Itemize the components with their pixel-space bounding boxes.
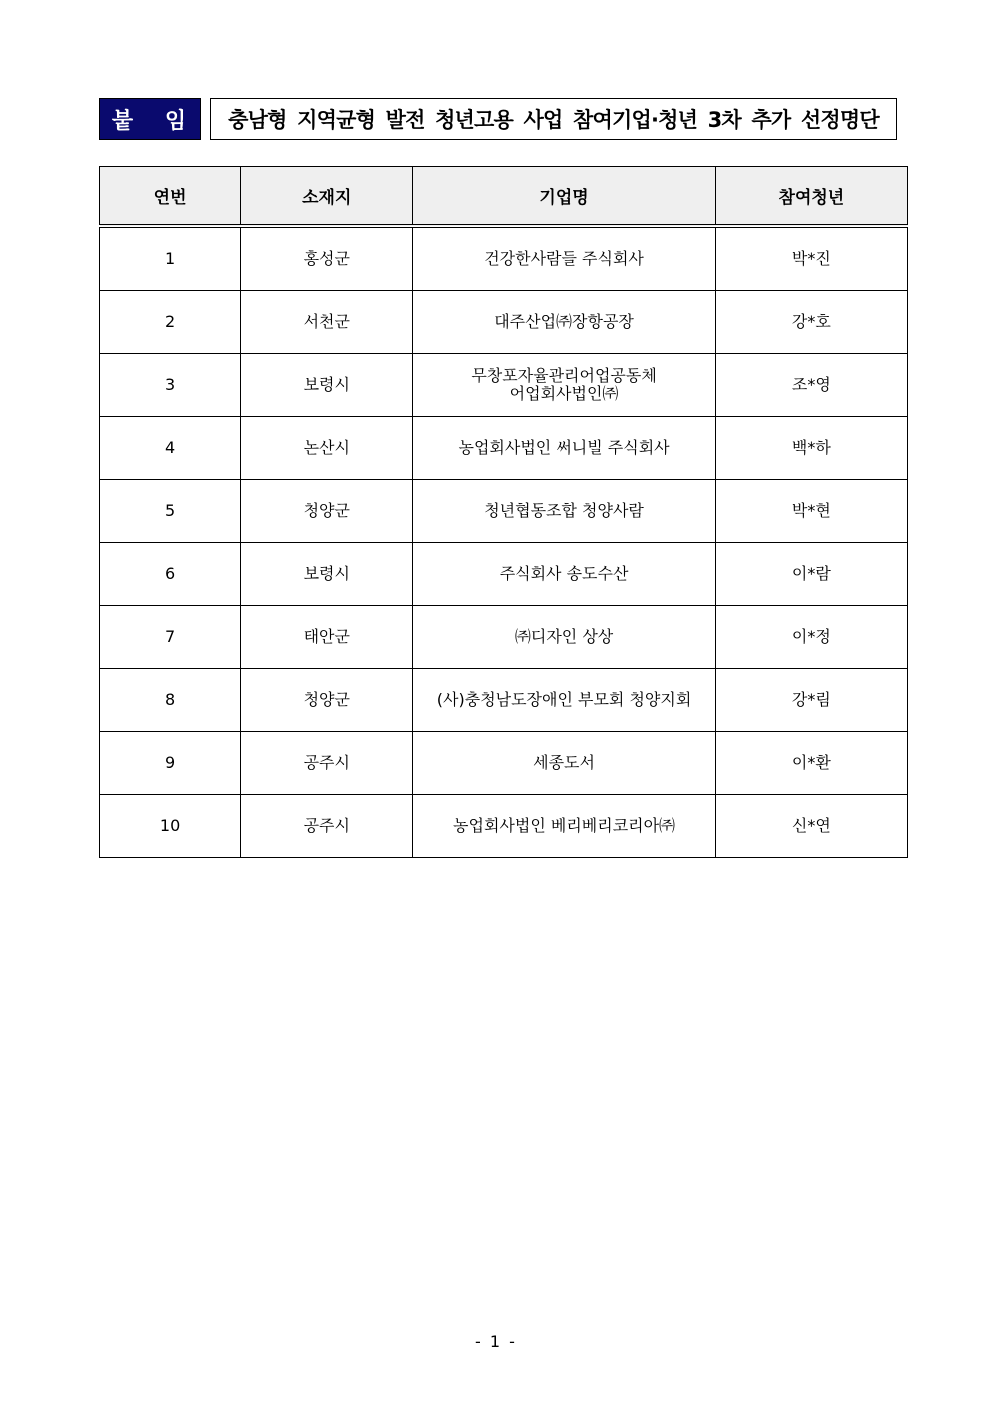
cell-youth: 이*정 — [715, 606, 907, 669]
cell-company: 건강한사람들 주식회사 — [413, 226, 715, 291]
cell-number: 10 — [100, 795, 241, 858]
cell-youth: 박*현 — [715, 480, 907, 543]
cell-youth: 조*영 — [715, 354, 907, 417]
table-row — [100, 291, 908, 354]
cell-youth: 이*람 — [715, 543, 907, 606]
cell-location: 청양군 — [241, 669, 413, 732]
cell-location: 공주시 — [241, 795, 413, 858]
table-row — [100, 354, 908, 417]
cell-youth: 강*림 — [715, 669, 907, 732]
selection-table — [99, 166, 908, 858]
cell-location: 보령시 — [241, 354, 413, 417]
cell-location: 서천군 — [241, 291, 413, 354]
cell-company: 청년협동조합 청양사람 — [413, 480, 715, 543]
cell-youth: 신*연 — [715, 795, 907, 858]
attachment-badge: 붙 임 — [99, 98, 201, 140]
cell-company: 대주산업㈜장항공장 — [413, 291, 715, 354]
cell-company: (사)충청남도장애인 부모회 청양지회 — [413, 669, 715, 732]
cell-number: 6 — [100, 543, 241, 606]
cell-company: 농업회사법인 써니빌 주식회사 — [413, 417, 715, 480]
cell-number: 9 — [100, 732, 241, 795]
table-row — [100, 480, 908, 543]
page-number: - 1 - — [475, 1332, 517, 1351]
selection-table-container — [99, 166, 908, 858]
table-row — [100, 669, 908, 732]
cell-location: 홍성군 — [241, 226, 413, 291]
column-header-number: 연번 — [100, 167, 241, 227]
cell-location: 태안군 — [241, 606, 413, 669]
table-row — [100, 606, 908, 669]
table-body — [100, 226, 908, 858]
cell-location: 보령시 — [241, 543, 413, 606]
table-row — [100, 226, 908, 291]
cell-location: 공주시 — [241, 732, 413, 795]
table-row — [100, 732, 908, 795]
table-row — [100, 543, 908, 606]
cell-youth: 강*호 — [715, 291, 907, 354]
column-header-company: 기업명 — [413, 167, 715, 227]
cell-location: 논산시 — [241, 417, 413, 480]
cell-company: 세종도서 — [413, 732, 715, 795]
table-header-row — [100, 167, 908, 227]
cell-number: 4 — [100, 417, 241, 480]
cell-number: 2 — [100, 291, 241, 354]
cell-company: 농업회사법인 베리베리코리아㈜ — [413, 795, 715, 858]
cell-company: ㈜디자인 상상 — [413, 606, 715, 669]
cell-number: 1 — [100, 226, 241, 291]
cell-location: 청양군 — [241, 480, 413, 543]
document-title: 충남형 지역균형 발전 청년고용 사업 참여기업·청년 3차 추가 선정명단 — [210, 98, 897, 140]
column-header-youth: 참여청년 — [715, 167, 907, 227]
cell-company: 주식회사 송도수산 — [413, 543, 715, 606]
cell-number: 3 — [100, 354, 241, 417]
table-row — [100, 417, 908, 480]
cell-youth: 백*하 — [715, 417, 907, 480]
cell-youth: 박*진 — [715, 226, 907, 291]
cell-company: 무창포자율관리어업공동체 어업회사법인㈜ — [413, 354, 715, 417]
cell-number: 7 — [100, 606, 241, 669]
table-row — [100, 795, 908, 858]
cell-number: 5 — [100, 480, 241, 543]
column-header-location: 소재지 — [241, 167, 413, 227]
document-header — [99, 98, 897, 142]
cell-youth: 이*환 — [715, 732, 907, 795]
cell-number: 8 — [100, 669, 241, 732]
